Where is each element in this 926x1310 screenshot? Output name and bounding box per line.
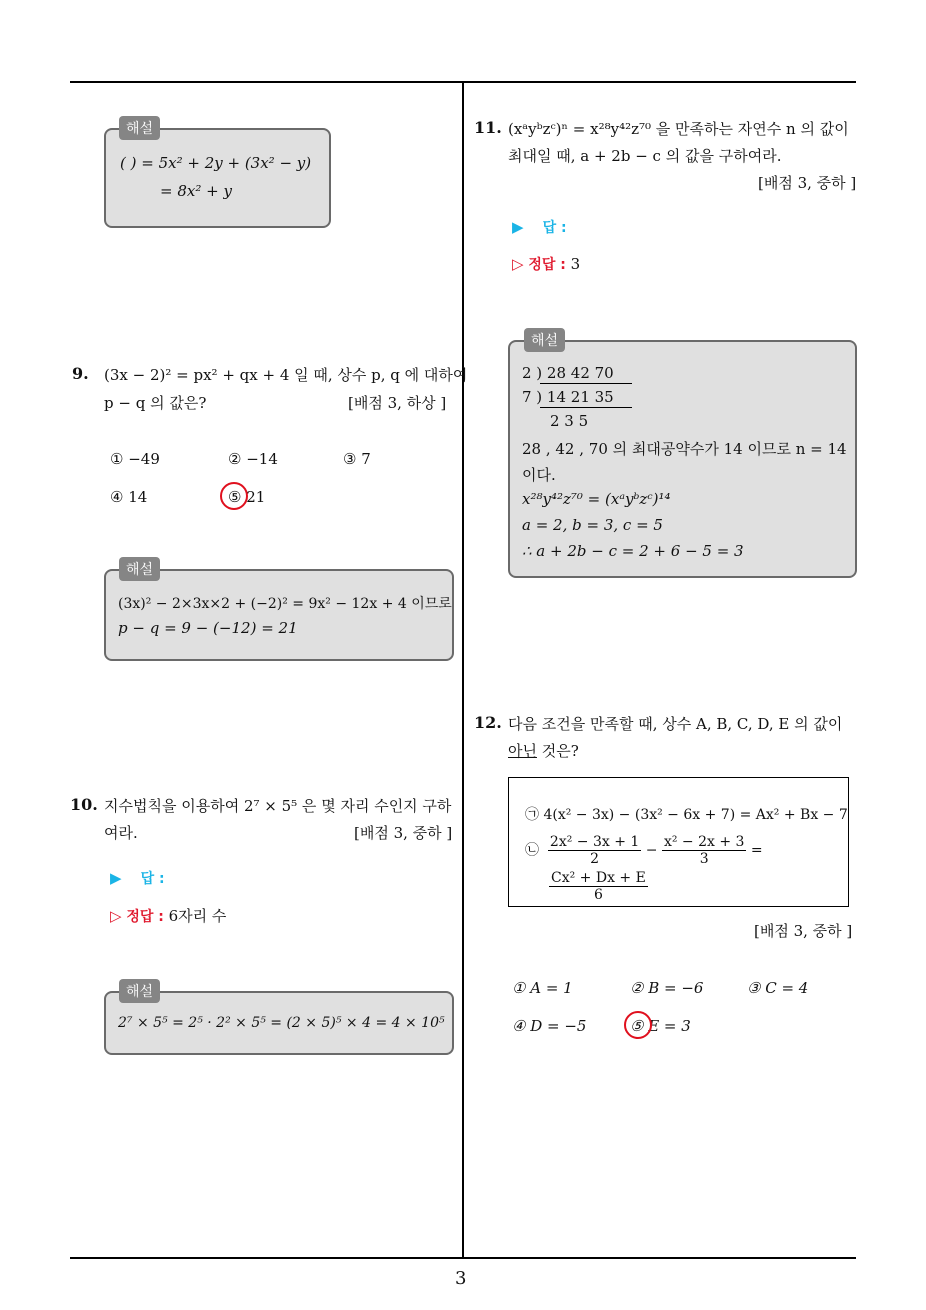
q12-fraction-1 [548,834,641,867]
q10-answer-row [110,868,165,888]
q12-answer-mark [624,1011,652,1039]
q10-key-arrow-icon: ▷ [110,907,122,925]
q10-key-value: 6자리 수 [168,907,227,925]
q9-answer-mark [220,482,248,510]
q12-fraction-2-denominator: 3 [699,851,709,867]
q12-option-5[interactable]: ⑤ E = 3 [630,1017,691,1035]
q10-text-line-2: 여라. [104,824,138,842]
q11-answer-row [512,217,567,237]
q11-key-label: 정답 : [528,257,566,273]
q9-solution-label: 해설 [119,557,160,581]
q11-solution-div-1: 2 ) 28 42 70 [522,364,614,382]
q12-equals-sign: = [750,842,763,859]
q10-solution-line-1: 2⁷ × 5⁵ = 2⁵ · 2² × 5⁵ = (2 × 5)⁵ × 4 = 4 × 10⁵ [118,1015,445,1031]
q11-key-arrow-icon: ▷ [512,255,524,273]
q12-fraction-2 [662,834,746,867]
page-number: 3 [455,1268,467,1289]
q12-text-rest: 것은? [536,742,579,760]
q12-underlined-word: 아닌 [508,742,537,760]
q9-solution-line-1: (3x)² − 2×3x×2 + (−2)² = 9x² − 12x + 4 이므로 [118,596,452,612]
q11-solution-line-8: ∴ a + 2b − c = 2 + 6 − 5 = 3 [522,542,744,560]
q9-option-2[interactable]: ② −14 [228,450,278,468]
q9-text-line-2: p − q 의 값은? [104,394,207,412]
q8-solution-line-1: ( ) = 5x² + 2y + (3x² − y) [120,154,312,172]
q12-text-line-2 [508,740,579,761]
q11-solution-label: 해설 [524,328,565,352]
q12-score: [배점 3, 중하 ] [754,922,853,940]
q12-text-line-1: 다음 조건을 만족할 때, 상수 A, B, C, D, E 의 값이 [508,715,843,733]
q9-score: [배점 3, 하상 ] [348,394,447,412]
column-divider [462,82,464,1258]
q11-score: [배점 3, 중하 ] [758,174,857,192]
q10-answer-arrow-icon: ▶ [110,869,122,887]
q11-key-row [512,254,580,274]
q12-condition-2-mark: ㉡ [525,842,539,859]
q9-solution-box [104,569,454,661]
q11-text-line-2: 최대일 때, a + 2b − c 의 값을 구하여라. [508,147,782,165]
q12-option-3[interactable]: ③ C = 4 [747,979,809,997]
q9-solution-line-2: p − q = 9 − (−12) = 21 [118,619,298,637]
q11-key-value: 3 [570,255,581,273]
bottom-rule [70,1257,856,1259]
q10-key-label: 정답 : [126,909,164,925]
q10-text-line-1: 지수법칙을 이용하여 2⁷ × 5⁵ 은 몇 자리 수인지 구하 [104,797,452,815]
q12-condition-2 [525,834,763,867]
q10-answer-label: 답 : [140,871,165,887]
q12-fraction-3-denominator: 6 [593,887,603,903]
q9-text-line-1: (3x − 2)² = px² + qx + 4 일 때, 상수 p, q 에 대하여 [104,366,468,384]
q9-option-4[interactable]: ④ 14 [110,488,148,506]
q9-option-1[interactable]: ① −49 [110,450,160,468]
q12-fraction-3-numerator: Cx² + Dx + E [551,870,646,886]
q12-minus-sign: − [645,842,658,859]
q11-solution-box [508,340,857,578]
q9-option-5[interactable]: ⑤ 21 [228,488,266,506]
q12-fraction-1-denominator: 2 [590,851,600,867]
q11-answer-label: 답 : [542,220,567,236]
q12-option-2[interactable]: ② B = −6 [630,979,704,997]
q11-solution-div-3: 2 3 5 [550,412,589,430]
q11-div-underline-2 [540,407,632,408]
q11-div-underline-1 [540,383,632,384]
q11-solution-line-7: a = 2, b = 3, c = 5 [522,516,663,534]
q12-condition-box [508,777,849,907]
q9-option-3[interactable]: ③ 7 [343,450,371,468]
q12-option-1[interactable]: ① A = 1 [512,979,573,997]
q8-solution-line-2: = 8x² + y [160,182,232,200]
q12-fraction-3 [549,870,648,903]
q11-solution-line-5: 이다. [522,466,556,484]
q11-number: 11. [474,118,502,137]
q10-solution-label: 해설 [119,979,160,1003]
q11-text-line-1: (xᵃyᵇzᶜ)ⁿ = x²⁸y⁴²z⁷⁰ 을 만족하는 자연수 n 의 값이 [508,120,849,138]
q12-condition-1: ㉠ 4(x² − 3x) − (3x² − 6x + 7) = Ax² + Bx − 7 [525,807,848,823]
q10-key-row [110,905,226,926]
q11-solution-line-4: 28 , 42 , 70 의 최대공약수가 14 이므로 n = 14 [522,440,847,458]
q11-solution-div-2: 7 ) 14 21 35 [522,388,614,406]
q12-condition-2-rhs [549,870,648,903]
q12-fraction-2-numerator: x² − 2x + 3 [663,834,745,850]
q12-number: 12. [474,713,502,732]
q12-fraction-1-numerator: 2x² − 3x + 1 [549,834,640,850]
q11-answer-arrow-icon: ▶ [512,218,524,236]
q8-solution-box [104,128,331,228]
q10-number: 10. [70,795,98,814]
q8-solution-label: 해설 [119,116,160,140]
q10-score: [배점 3, 중하 ] [354,824,453,842]
q9-number: 9. [72,364,89,383]
q12-option-4[interactable]: ④ D = −5 [512,1017,587,1035]
q11-solution-line-6: x²⁸y⁴²z⁷⁰ = (xᵃyᵇzᶜ)¹⁴ [522,490,671,508]
